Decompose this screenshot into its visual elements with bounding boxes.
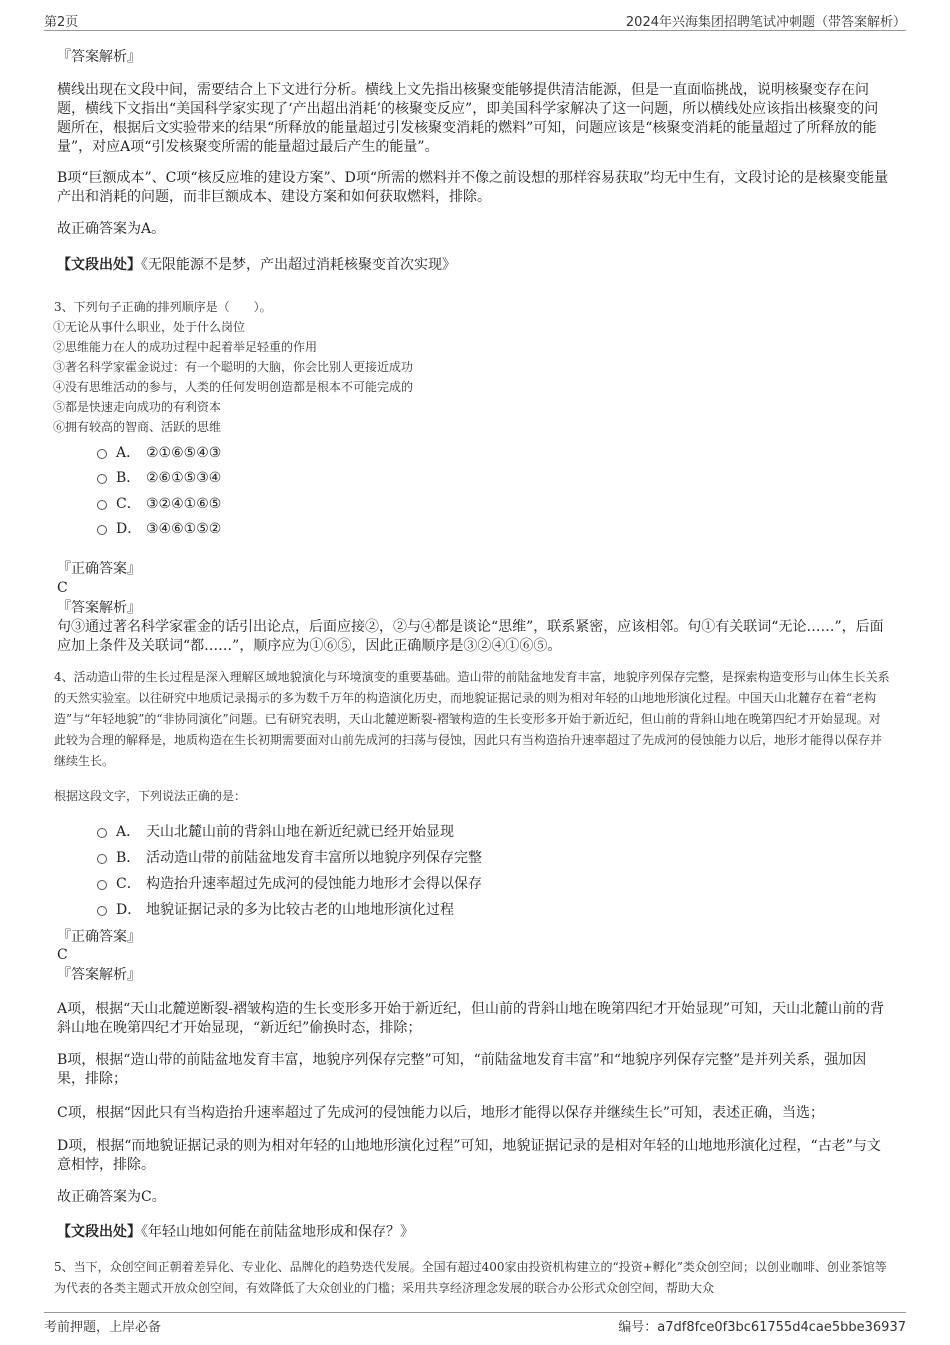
page-footer	[44, 1312, 906, 1335]
document-code: 编号：a7df8fce0f3bc61755d4cae5bbe36937	[618, 1320, 906, 1335]
q2-analysis-para2: B项“巨额成本”、C项“核反应堆的建设方案”、D项“所需的燃料并不像之前设想的那样容易获取”均无中生有，文段讨论的是核聚变能量产出和消耗的问题，而非巨额成本、建设方案和如何获取燃料，排除。	[57, 170, 889, 205]
q4-analysis-c: C项，根据“因此只有当构造抬升速率超过了先成河的侵蚀能力以后，地形才能得以保存并继续生长”可知，表述正确，当选；	[57, 1105, 825, 1121]
q3-answer-label: 『正确答案』	[57, 561, 141, 577]
q3-option-b[interactable]: B． ②⑥①⑤③④	[97, 467, 221, 487]
q2-source-title: 《无限能源不是梦，产出超过消耗核聚变首次实现》	[141, 257, 456, 273]
q4-conclusion: 故正确答案为C。	[57, 1189, 166, 1205]
q3-answer: C	[57, 580, 68, 596]
q4-option-a[interactable]: A． 天山北麓山前的背斜山地在新近纪就已经开始显现	[97, 821, 454, 841]
q3-sentence: ③著名科学家霍金说过：有一个聪明的大脑，你会比别人更接近成功	[53, 360, 414, 374]
radio-icon[interactable]	[97, 854, 107, 864]
page-header	[44, 10, 906, 31]
q4-source-label: 【文段出处】	[57, 1224, 141, 1240]
q5-stem: 5、当下，众创空间正朝着差异化、专业化、品牌化的趋势迭代发展。全国有超过400家由投资机构建立的“投资+孵化”类众创空间；以创业咖啡、创业茶馆等为代表的各类主题式开放众创空间，有效降低了大众创业的门槛；采用共享经济理念发展的联合办公形式众创空间，帮助大众	[54, 1260, 887, 1295]
q2-source-label: 【文段出处】	[57, 257, 141, 273]
radio-icon[interactable]	[97, 525, 107, 535]
q4-answer: C	[57, 947, 68, 963]
q3-sentence: ⑥拥有较高的智商、活跃的思维	[53, 420, 222, 434]
q4-analysis-d: D项，根据“而地貌证据记录的则为相对年轻的山地地形演化过程”可知，地貌证据记录的是相对年轻的山地地形演化过程，“古老”与文意相悖，排除。	[57, 1138, 881, 1173]
q3-analysis-label: 『答案解析』	[57, 600, 141, 616]
q3-option-c[interactable]: C． ③②④①⑥⑤	[97, 493, 221, 513]
q4-analysis-label: 『答案解析』	[57, 967, 141, 983]
radio-icon[interactable]	[97, 500, 107, 510]
page-number: 第2页	[44, 15, 79, 30]
q4-source-title: 《年轻山地如何能在前陆盆地形成和保存？》	[141, 1224, 414, 1240]
q3-sentence: ④没有思维活动的参与，人类的任何发明创造都是根本不可能完成的	[53, 380, 414, 394]
q4-option-d[interactable]: D． 地貌证据记录的多为比较古老的山地地形演化过程	[97, 899, 454, 919]
q4-option-b[interactable]: B． 活动造山带的前陆盆地发育丰富所以地貌序列保存完整	[97, 847, 482, 867]
document-title: 2024年兴海集团招聘笔试冲刺题（带答案解析）	[625, 15, 906, 30]
q4-option-c[interactable]: C． 构造抬升速率超过先成河的侵蚀能力地形才会得以保存	[97, 873, 482, 893]
radio-icon[interactable]	[97, 828, 107, 838]
q3-sentence: ①无论从事什么职业，处于什么岗位	[53, 320, 246, 334]
q4-source	[57, 1223, 890, 1242]
q4-stem: 4、活动造山带的生长过程是深入理解区域地貌演化与环境演变的重要基础。造山带的前陆盆地发育丰富，地貌序列保存完整，是探索构造变形与山体生长关系的天然实验室。以往研究中地质记录揭示的多为数千万年的构造演化历史，而地貌证据记录的则为相对年轻的山地地形演化过程。中国天山北麓存在着“老构造”与“年轻地貌”的“非协同演化”问题。已有研究表明，天山北麓逆断裂-褶皱构造的生长变形多开始于新近纪，但山前的背斜山地在晚第四纪才开始显现。对此较为合理的解释是，地质构造在生长初期需要面对山前先成河的扫荡与侵蚀，因此只有当构造抬升速率超过了先成河的侵蚀能力以后，地形才能得以保存并继续生长。	[54, 670, 890, 768]
q2-conclusion: 故正确答案为A。	[57, 221, 166, 237]
q2-source	[57, 256, 890, 275]
q3-sentence: ②思维能力在人的成功过程中起着举足轻重的作用	[53, 340, 318, 354]
q4-answer-label: 『正确答案』	[57, 929, 141, 945]
q3-sentence: ⑤都是快速走向成功的有利资本	[53, 400, 222, 414]
q2-analysis-label: 『答案解析』	[57, 49, 141, 65]
radio-icon[interactable]	[97, 906, 107, 916]
q3-option-a[interactable]: A． ②①⑥⑤④③	[97, 442, 221, 462]
q3-stem: 3、下列句子正确的排列顺序是（ ）。	[54, 300, 272, 314]
q3-option-d[interactable]: D． ③④⑥①⑤②	[97, 518, 221, 538]
q4-analysis-a: A项，根据“天山北麓逆断裂-褶皱构造的生长变形多开始于新近纪，但山前的背斜山地在晚第四纪才开始显现”可知，天山北麓山前的背斜山地在晚第四纪才开始显现，“新近纪”偷换时态，排除；	[57, 1001, 885, 1036]
q4-prompt: 根据这段文字，下列说法正确的是：	[54, 789, 247, 803]
q2-analysis-para1: 横线出现在文段中间，需要结合上下文进行分析。横线上文先指出核聚变能够提供清洁能源，但是一直面临挑战，说明核聚变存在问题，横线下文指出“美国科学家实现了‘产出超出消耗’的核聚变反应”，即美国科学家解决了这一问题，所以横线处应该指出核聚变的问题所在，根据后文实验带来的结果“所释放的能量超过引发核聚变消耗的燃料”可知，问题应该是“核聚变消耗的能量超过了所释放的能量”，对应A项“引发核聚变所需的能量超过最后产生的能量”。	[57, 82, 879, 155]
radio-icon[interactable]	[97, 449, 107, 459]
q4-analysis-b: B项，根据“造山带的前陆盆地发育丰富，地貌序列保存完整”可知，“前陆盆地发育丰富”和“地貌序列保存完整”是并列关系，强加因果，排除；	[57, 1052, 867, 1087]
q3-analysis: 句③通过著名科学家霍金的话引出论点，后面应接②，②与④都是谈论“思维”，联系紧密，应该相邻。句①有关联词“无论……”，后面应加上条件及关联词“都……”，顺序应为①⑥⑤，因此正确顺序是③②④①⑥⑤。	[57, 619, 884, 654]
footer-slogan: 考前押题，上岸必备	[44, 1320, 162, 1335]
radio-icon[interactable]	[97, 474, 107, 484]
radio-icon[interactable]	[97, 880, 107, 890]
